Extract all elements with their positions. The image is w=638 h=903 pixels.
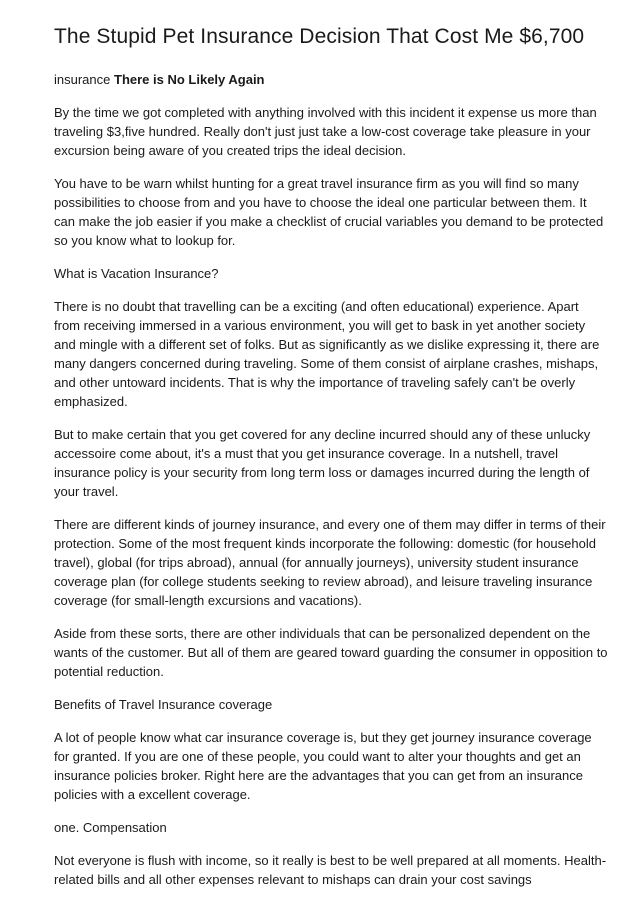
page-title: The Stupid Pet Insurance Decision That Cost Me $6,700	[54, 25, 585, 48]
section-heading-benefits: Benefits of Travel Insurance coverage	[54, 697, 273, 712]
paragraph-2: You have to be warn whilst hunting for a great travel insurance firm as you will find so many possibilities to choose from and you have to choose the ideal one particular between them. It can make the job easier if you make a checklist of crucial variables you demand to be protected so you know what to lookup for.	[54, 176, 604, 248]
paragraph-5: There are different kinds of journey insurance, and every one of them may differ in terms of their protection. Some of the most frequent kinds incorporate the following: domestic (for household travel), global (for trips abroad), annual (for annually journeys), university student insurance coverage plan (for college students seeking to review abroad), and leisure traveling insurance coverage (for small-length excursions and vacations).	[54, 517, 606, 608]
section-heading-what-is: What is Vacation Insurance?	[54, 266, 219, 281]
subtitle-bold: There is No Likely Again	[114, 72, 265, 87]
section-heading-compensation: one. Compensation	[54, 820, 167, 835]
subtitle-prefix: insurance	[54, 72, 111, 87]
paragraph-6: Aside from these sorts, there are other individuals that can be personalized dependent on the wants of the customer. But all of them are geared toward guarding the consumer in opposition to potential reduction.	[54, 626, 608, 679]
paragraph-3: There is no doubt that travelling can be a exciting (and often educational) experience. Apart from receiving immersed in a various environment, you will get to bask in yet another society and mingle with a different set of folks. But as significantly as we dislike expressing it, there are many dangers concerned during traveling. Some of them consist of airplane crashes, mishaps, and other untoward incidents. That is why the importance of traveling safely can't be overly emphasized.	[54, 299, 600, 409]
paragraph-7: A lot of people know what car insurance coverage is, but they get journey insurance coverage for granted. If you are one of these people, you could want to alter your thoughts and get an insurance policies broker. Right here are the advantages that you can get from an insurance policies with a excellent coverage.	[54, 730, 592, 802]
subtitle-line	[54, 70, 608, 89]
paragraph-4: But to make certain that you get covered for any decline incurred should any of these unlucky accessoire come about, it's a must that you get insurance coverage. In a nutshell, travel insurance policy is your security from long term loss or damages incurred during the length of your travel.	[54, 427, 591, 499]
paragraph-8: Not everyone is flush with income, so it really is best to be well prepared at all moments. Health-related bills and all other expenses relevant to mishaps can drain your cost savings	[54, 853, 607, 887]
paragraph-1: By the time we got completed with anything involved with this incident it expense us more than traveling $3,five hundred. Really don't just just take a low-cost coverage take pleasure in your excursion being aware of you created trips the ideal decision.	[54, 105, 597, 158]
